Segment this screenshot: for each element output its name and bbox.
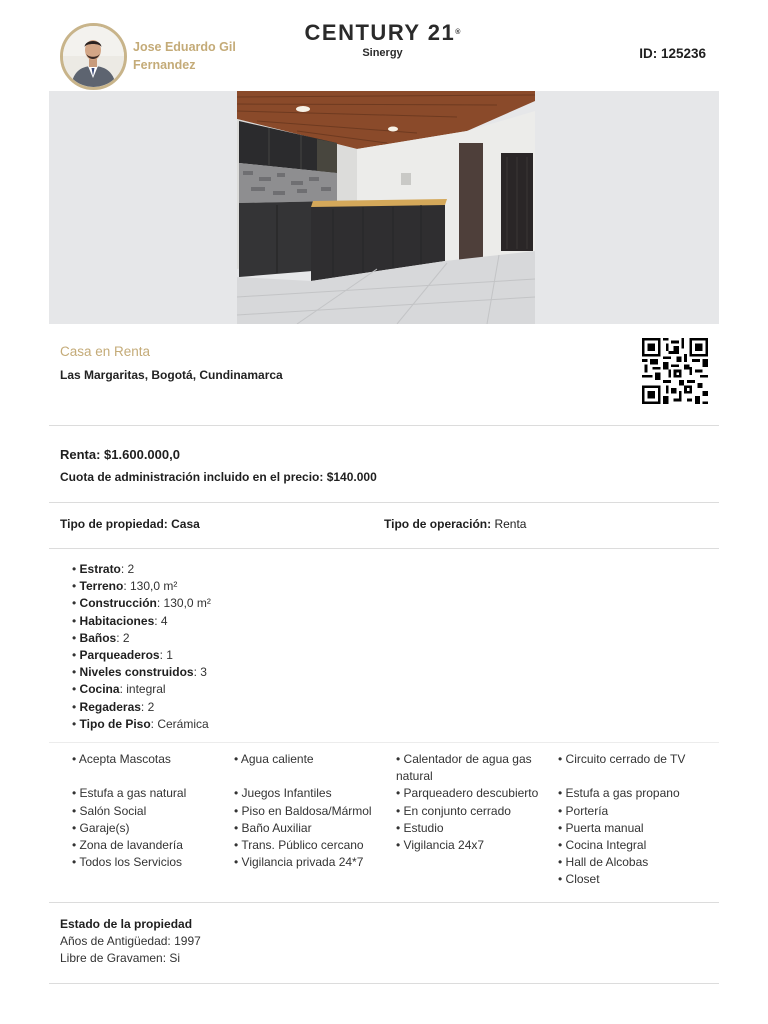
amenity-item: • Salón Social [72, 803, 147, 818]
amenities-grid [72, 751, 712, 889]
amenity-item: • Agua caliente [234, 752, 314, 766]
brand-subtitle: Sinergy [362, 47, 403, 59]
amenity-item: • Baño Auxiliar [234, 820, 312, 835]
property-state [60, 916, 201, 968]
operation-type-label: Tipo de operación: [384, 517, 492, 531]
spec-item: • Baños: 2 [72, 630, 130, 645]
spec-item: • Tipo de Piso: Cerámica [72, 716, 209, 731]
spec-item: • Construcción: 130,0 m² [72, 596, 211, 611]
amenity-item: • Closet [558, 872, 600, 887]
amenity-item: • Vigilancia privada 24*7 [234, 855, 364, 870]
agent-photo [63, 26, 124, 87]
amenity-item: • Parqueadero descubierto [396, 786, 539, 801]
amenity-item: • Garaje(s) [72, 820, 130, 835]
amenity-item: • Circuito cerrado de TV [558, 752, 686, 766]
property-type: Tipo de propiedad: Casa [60, 517, 200, 531]
listing-id: ID: 125236 [639, 46, 706, 61]
brand-logo [300, 20, 465, 59]
spec-item: • Habitaciones: 4 [72, 613, 168, 628]
qr-code-icon[interactable] [642, 337, 708, 405]
amenity-item: • Calentador de agua gas natural [396, 752, 532, 784]
amenity-item [72, 871, 234, 888]
amenity-item: • Vigilancia 24x7 [396, 838, 485, 853]
photo-band [49, 91, 719, 324]
amenity-item: • Puerta manual [558, 820, 644, 835]
agent-name[interactable]: Jose Eduardo Gil Fernandez [133, 40, 236, 72]
amenity-item [396, 871, 558, 888]
amenity-item: • Estudio [396, 820, 444, 835]
spec-item: • Estrato: 2 [72, 562, 135, 576]
amenity-item: • Juegos Infantiles [234, 786, 332, 801]
property-lien-status: Libre de Gravamen: Si [60, 951, 181, 966]
admin-fee: Cuota de administración incluido en el precio: $140.000 [60, 470, 377, 484]
brand-logo-text: CENTURY 21 [304, 20, 456, 45]
operation-type [384, 517, 526, 531]
spec-item: • Regaderas: 2 [72, 699, 155, 714]
property-title: Casa en Renta [60, 344, 151, 359]
property-address: Las Margaritas, Bogotá, Cundinamarca [60, 368, 283, 382]
amenity-item: • Hall de Alcobas [558, 855, 649, 870]
spec-list [72, 561, 211, 733]
type-row [49, 503, 719, 549]
spec-item: • Parqueaderos: 1 [72, 648, 173, 663]
amenity-item: • Acepta Mascotas [72, 752, 171, 766]
page-header [0, 0, 768, 91]
amenities-section [49, 742, 719, 903]
spec-item: • Terreno: 130,0 m² [72, 579, 178, 594]
amenity-item: • Cocina Integral [558, 838, 647, 853]
operation-type-value: Renta [491, 517, 527, 531]
property-title-block [49, 324, 719, 426]
spec-item: • Cocina: integral [72, 682, 166, 697]
property-photo-image [237, 91, 535, 324]
amenity-item: • Todos los Servicios [72, 855, 183, 870]
amenity-item: • Trans. Público cercano [234, 838, 364, 853]
amenity-item: • Portería [558, 803, 609, 818]
amenity-item: • Estufa a gas propano [558, 786, 680, 801]
divider [49, 983, 719, 984]
amenity-item [396, 854, 558, 871]
amenity-item: • Piso en Baldosa/Mármol [234, 803, 372, 818]
amenity-item: • Estufa a gas natural [72, 786, 187, 801]
rent-price: Renta: $1.600.000,0 [60, 447, 180, 462]
amenity-item: • En conjunto cerrado [396, 803, 511, 818]
property-photo[interactable] [237, 91, 535, 324]
price-block [49, 427, 719, 503]
amenity-item [234, 871, 396, 888]
amenity-item: • Zona de lavandería [72, 838, 183, 853]
property-age: Años de Antigüedad: 1997 [60, 934, 201, 949]
property-state-title: Estado de la propiedad [60, 917, 193, 931]
registered-mark-icon: ® [455, 29, 461, 36]
agent-avatar [60, 23, 127, 90]
spec-item: • Niveles construidos: 3 [72, 665, 207, 680]
